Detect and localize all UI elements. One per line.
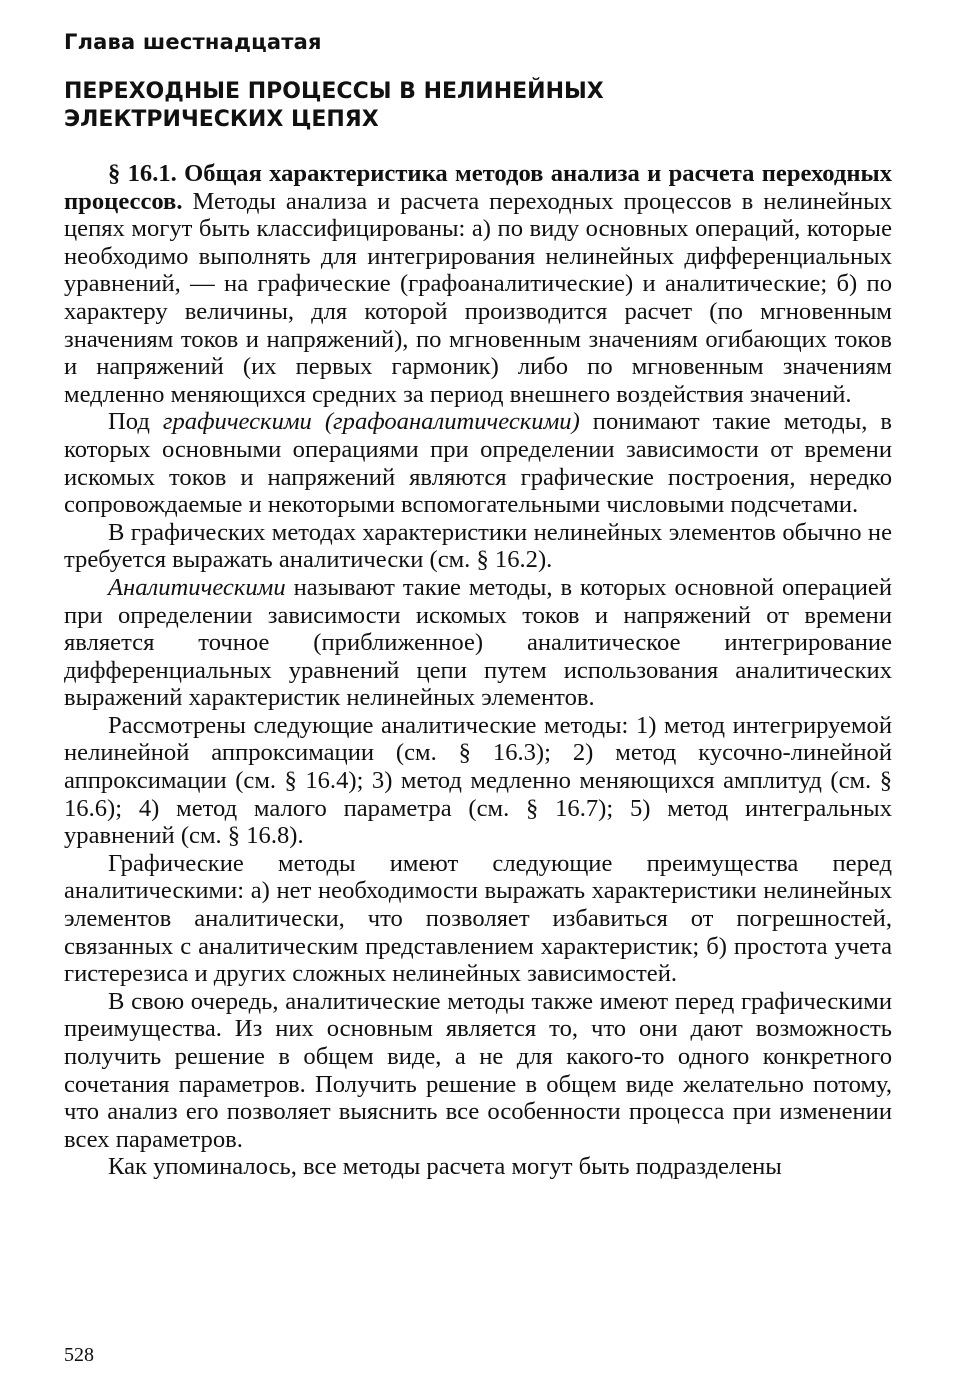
paragraph-7: В свою очередь, аналитические методы также имеют перед графическими преимущества. Из них основным является то, что они дают возможность получить решение в общем виде, а не для какого-то одного конкретного сочетания параметров. Получить решение в общем виде желательно потому, что анализ его позволяет выяснить все особенности процесса при изменении всех параметров. bbox=[64, 987, 892, 1153]
book-page bbox=[64, 26, 892, 1386]
paragraph-1-text: Методы анализа и расчета переходных процессов в нелинейных цепях могут быть классифицированы: а) по виду основных операций, которые необходимо выполнять для интегрирования нелинейных дифференциальных уравнений, — на графические (графоаналитические) и аналитические; б) по характеру величины, для которой производится расчет (по мгновенным значениям токов и напряжений), по мгновенным значениям огибающих токов и напряжений (их первых гармоник) либо по мгновенным значениям медленно меняющихся средних за период внешнего воздействия значений. bbox=[64, 187, 892, 408]
page-number: 528 bbox=[64, 1344, 94, 1366]
paragraph-3: В графических методах характеристики нелинейных элементов обычно не требуется выражать аналитически (см. § 16.2). bbox=[64, 518, 892, 574]
section-heading: § 16.1. Общая характеристика методов анализа и расчета переходных процессов. bbox=[64, 160, 892, 215]
chapter-title bbox=[64, 78, 892, 134]
chapter-title-line-2: ЭЛЕКТРИЧЕСКИХ ЦЕПЯХ bbox=[64, 107, 379, 132]
paragraph-2-text: понимают такие методы, в которых основными операциями при определении зависимости от времени искомых токов и напряжений являются графические построения, нередко сопровождаемые и некоторыми вспомогательными числовыми подсчетами. bbox=[64, 408, 892, 519]
chapter-label: Глава шестнадцатая bbox=[64, 30, 322, 54]
term-graphical: графическими (графоаналитическими) bbox=[162, 408, 580, 436]
term-analytical: Аналитическими bbox=[108, 573, 286, 601]
paragraph-5: Рассмотрены следующие аналитические методы: 1) метод интегрируемой нелинейной аппроксимации (см. § 16.3); 2) метод кусочно-линейной аппроксимации (см. § 16.4); 3) метод медленно меняющихся амплитуд (см. § 16.6); 4) метод малого параметра (см. § 16.7); 5) метод интегральных уравнений (см. § 16.8). bbox=[64, 711, 892, 850]
paragraph-8: Как упоминалось, все методы расчета могут быть подразделены bbox=[108, 1153, 782, 1181]
paragraph-4-text: называют такие методы, в которых основной операцией при определении зависимости искомых токов и напряжений от времени является точное (приближенное) аналитическое интегрирование дифференциальных уравнений цепи путем использования аналитических выражений характеристик нелинейных элементов. bbox=[64, 573, 892, 712]
paragraph-6: Графические методы имеют следующие преимущества перед аналитическими: а) нет необходимости выражать характеристики нелинейных элементов аналитически, что позволяет избавиться от погрешностей, связанных с аналитическим представлением характеристик; б) простота учета гистерезиса и других сложных нелинейных зависимостей. bbox=[64, 849, 892, 988]
body-text bbox=[64, 160, 892, 1181]
paragraph-2 bbox=[64, 408, 892, 518]
paragraph-4 bbox=[64, 574, 892, 712]
paragraph-2-lead: Под bbox=[108, 408, 163, 436]
paragraph-1 bbox=[64, 160, 892, 408]
chapter-title-line-1: ПЕРЕХОДНЫЕ ПРОЦЕССЫ В НЕЛИНЕЙНЫХ bbox=[64, 79, 604, 104]
